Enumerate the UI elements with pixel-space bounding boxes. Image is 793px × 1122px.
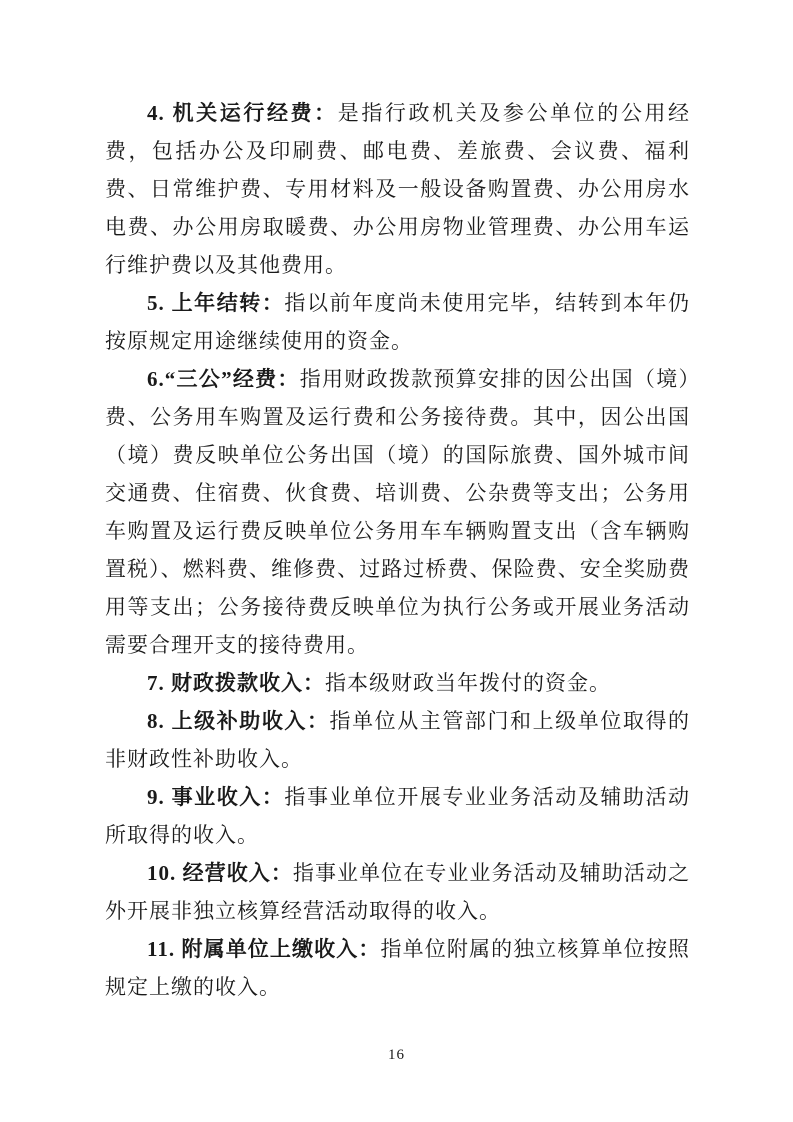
definition-paragraph <box>105 94 690 284</box>
definition-paragraph <box>105 284 690 360</box>
definition-paragraph <box>105 930 690 1006</box>
definition-term: 9. 事业收入： <box>147 785 285 809</box>
definition-text: 指单位从主管部门和上级单位取得的非财政性补助收入。 <box>105 709 691 771</box>
page-number: 16 <box>388 1047 405 1063</box>
definition-term: 5. 上年结转： <box>147 291 285 315</box>
definition-text: 指本级财政当年拨付的资金。 <box>325 671 611 695</box>
definition-paragraph <box>105 664 690 702</box>
definition-term: 4. 机关运行经费： <box>147 101 338 125</box>
definition-text: 指事业单位在专业业务活动及辅助活动之外开展非独立核算经营活动取得的收入。 <box>105 861 691 923</box>
document-body <box>105 94 690 1006</box>
definition-text: 指事业单位开展专业业务活动及辅助活动所取得的收入。 <box>105 785 691 847</box>
definition-term: 11. 附属单位上缴收入： <box>147 937 381 961</box>
definition-text: 指单位附属的独立核算单位按照规定上缴的收入。 <box>105 937 691 999</box>
definition-term: 6.“三公”经费： <box>147 367 300 391</box>
definition-text: 指以前年度尚未使用完毕，结转到本年仍按原规定用途继续使用的资金。 <box>105 291 691 353</box>
definition-paragraph <box>105 702 690 778</box>
definition-term: 10. 经营收入： <box>147 861 293 885</box>
definition-term: 7. 财政拨款收入： <box>147 671 325 695</box>
definition-paragraph <box>105 854 690 930</box>
definition-paragraph <box>105 360 690 664</box>
definition-text: 指用财政拨款预算安排的因公出国（境）费、公务用车购置及运行费和公务接待费。其中，因公出国（境）费反映单位公务出国（境）的国际旅费、国外城市间交通费、住宿费、伙食费、培训费、公杂费等支出；公务用车购置及运行费反映单位公务用车车辆购置支出（含车辆购置税）、燃料费、维修费、过路过桥费、保险费、安全奖励费用等支出；公务接待费反映单位为执行公务或开展业务活动需要合理开支的接待费用。 <box>105 367 690 657</box>
page-footer <box>0 1046 793 1064</box>
definition-term: 8. 上级补助收入： <box>147 709 330 733</box>
definition-text: 是指行政机关及参公单位的公用经费，包括办公及印刷费、邮电费、差旅费、会议费、福利费、日常维护费、专用材料及一般设备购置费、办公用房水电费、办公用房取暖费、办公用房物业管理费、办公用车运行维护费以及其他费用。 <box>105 101 691 277</box>
definition-paragraph <box>105 778 690 854</box>
